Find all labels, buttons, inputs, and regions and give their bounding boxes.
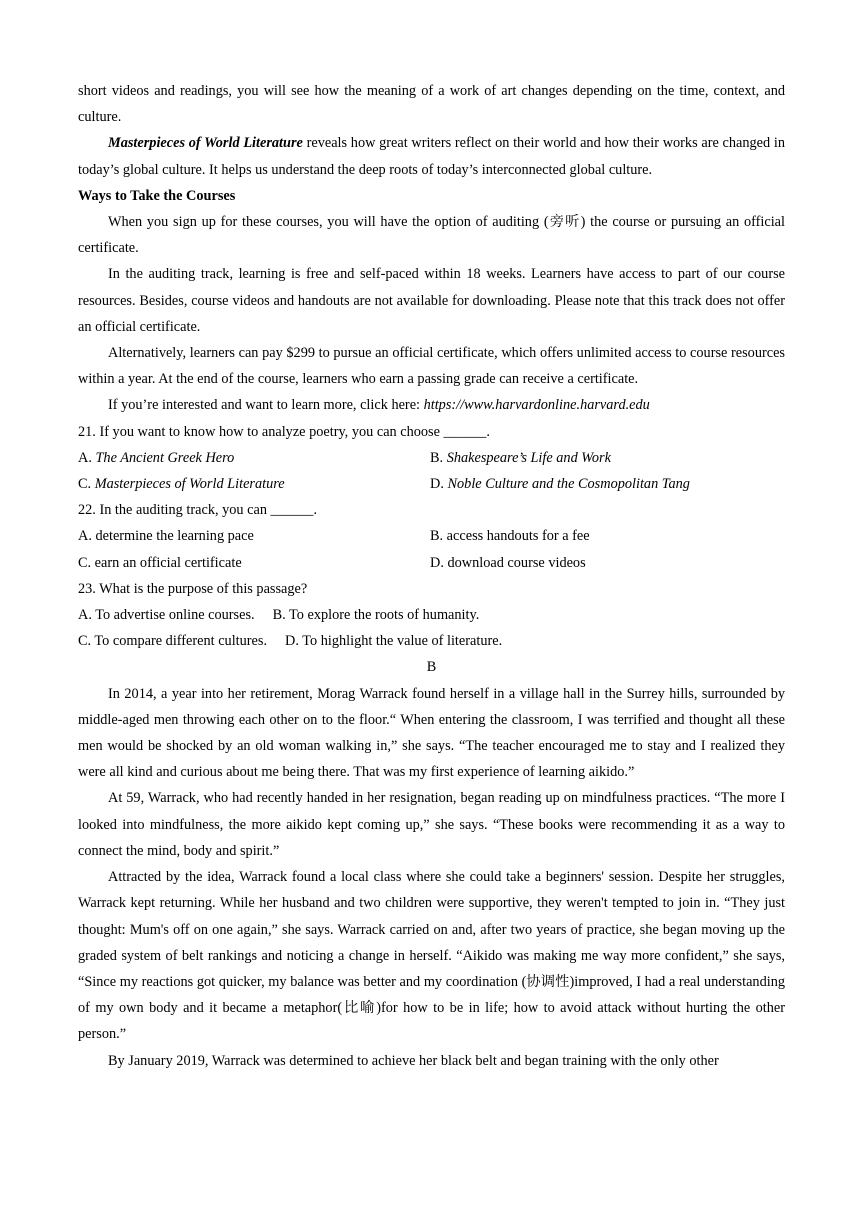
ways-paragraph-4 — [78, 392, 785, 418]
question-21-options-row-2 — [78, 471, 785, 497]
option-22b: B. access handouts for a fee — [430, 528, 590, 545]
document-page — [78, 78, 785, 1074]
section-b-label: B — [426, 659, 437, 676]
question-23-options-row-1 — [78, 602, 785, 628]
option-23a: A. To advertise online courses. — [78, 607, 255, 624]
option-23d: D. To highlight the value of literature. — [285, 633, 503, 650]
question-22-options-row-1 — [78, 523, 785, 549]
section-b-paragraph-2: At 59, Warrack, who had recently handed in her resignation, began reading up on mindfulness practices. “The more I looked into mindfulness, the more aikido kept coming up,” she says. “These books were recommending it as a way to connect the mind, body and spirit.” — [78, 790, 785, 859]
option-22c: C. earn an official certificate — [78, 554, 242, 571]
ways-paragraph-2: In the auditing track, learning is free and self-paced within 18 weeks. Learners have access to part of our course resources. Besides, course videos and handouts are not available for downloading. Please note that this track does not offer an official certificate. — [78, 266, 785, 335]
option-21d: D. Noble Culture and the Cosmopolitan Tang — [430, 476, 690, 493]
option-23c: C. To compare different cultures. — [78, 633, 268, 650]
section-b-paragraph-4: By January 2019, Warrack was determined to achieve her black belt and began training with the only other — [108, 1052, 719, 1069]
question-21-options-row-1 — [78, 445, 785, 471]
intro-paragraph-2-text: reveals how great writers reflect on their world and how their works are changed in today’s global culture. It helps us understand the deep roots of today’s interconnected global culture. — [78, 135, 785, 178]
option-22a: A. determine the learning pace — [78, 528, 254, 545]
ways-paragraph-4-text: If you’re interested and want to learn more, click here: — [108, 397, 424, 414]
option-21b: B. Shakespeare’s Life and Work — [430, 449, 611, 466]
question-22-stem: 22. In the auditing track, you can ______. — [78, 502, 318, 519]
harvard-online-link[interactable]: https://www.harvardonline.harvard.edu — [423, 397, 650, 414]
course-title-masterpieces: Masterpieces of World Literature — [108, 135, 303, 152]
question-21-stem: 21. If you want to know how to analyze poetry, you can choose ______. — [78, 423, 490, 440]
section-b-paragraph-1: In 2014, a year into her retirement, Morag Warrack found herself in a village hall in the Surrey hills, surrounded by middle-aged men throwing each other on to the floor.“ When entering the classroom, I was terrified and thought all these men would be shocked by an old woman walking in,” she says. “The teacher encouraged me to stay and I realized they were all kind and curious about me being there. That was my first experience of learning aikido.” — [78, 685, 785, 781]
intro-paragraph-1: short videos and readings, you will see how the meaning of a work of art changes depending on the time, context, and culture. — [78, 83, 785, 126]
ways-paragraph-3: Alternatively, learners can pay $299 to pursue an official certificate, which offers unlimited access to course resources within a year. At the end of the course, learners who earn a passing grade can receive a certificate. — [78, 345, 785, 388]
question-23-stem: 23. What is the purpose of this passage? — [78, 580, 308, 597]
intro-paragraph-2 — [78, 130, 785, 182]
section-b-paragraph-3: Attracted by the idea, Warrack found a local class where she could take a beginners' session. Despite her struggles, Warrack kept returning. While her husband and two children were supportive, they weren't tempted to join in. “They just thought: Mum's off on one again,” she says. Warrack carried on and, after two years of practice, she began moving up the graded system of belt rankings and noticing a change in herself. “Aikido was making me way more confident,” she says, “Since my reactions got quicker, my balance was better and my coordination (协调性)improved, I had a real understanding of my own body and it became a metaphor(比喻)for how to be in life; how to avoid attack without hurting the other person.” — [78, 869, 785, 1043]
ways-heading: Ways to Take the Courses — [78, 187, 236, 204]
question-23-options-row-2 — [78, 628, 785, 654]
option-23b: B. To explore the roots of humanity. — [272, 607, 480, 624]
ways-paragraph-1: When you sign up for these courses, you will have the option of auditing (旁听) the course or pursuing an official certificate. — [78, 214, 785, 257]
option-21c: C. Masterpieces of World Literature — [78, 476, 285, 493]
option-22d: D. download course videos — [430, 554, 586, 571]
option-21a: A. The Ancient Greek Hero — [78, 449, 235, 466]
question-22-options-row-2 — [78, 550, 785, 576]
